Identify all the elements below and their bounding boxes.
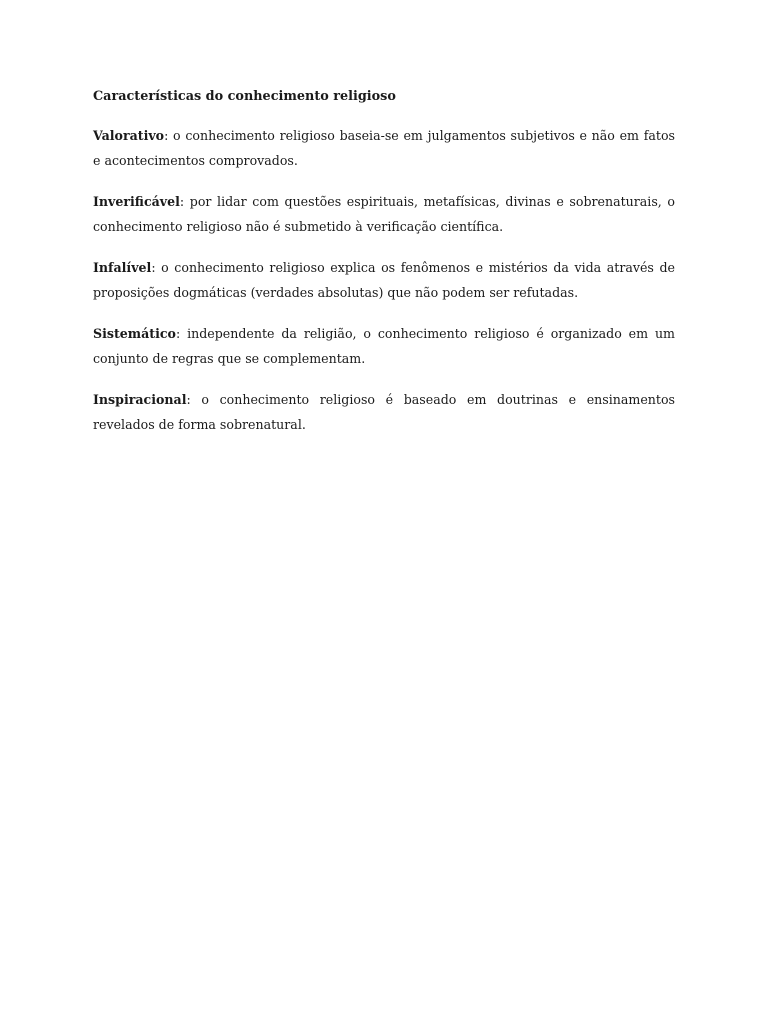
paragraph-sistematico: [93, 321, 675, 371]
term-inverificavel: Inverificável: [93, 194, 180, 209]
term-infalivel: Infalível: [93, 260, 152, 275]
document-title: Características do conhecimento religioso: [93, 89, 396, 104]
definition-inverificavel: : por lidar com questões espirituais, metafísicas, divinas e sobrenaturais, o conhecimento religioso não é submetido à verificação científica.: [93, 194, 675, 234]
definition-valorativo: : o conhecimento religioso baseia-se em julgamentos subjetivos e não em fatos e acontecimentos comprovados.: [93, 128, 675, 168]
definition-infalivel: : o conhecimento religioso explica os fenômenos e mistérios da vida através de proposições dogmáticas (verdades absolutas) que não podem ser refutadas.: [93, 260, 675, 300]
document-body: [93, 86, 675, 453]
term-valorativo: Valorativo: [93, 128, 165, 143]
paragraph-infalivel: [93, 255, 675, 305]
paragraph-inspiracional: [93, 387, 675, 437]
paragraph-inverificavel: [93, 189, 675, 239]
definition-sistematico: : independente da religião, o conhecimento religioso é organizado em um conjunto de regras que se complementam.: [93, 326, 675, 366]
paragraph-valorativo: [93, 123, 675, 173]
term-sistematico: Sistemático: [93, 326, 176, 341]
definition-inspiracional: : o conhecimento religioso é baseado em doutrinas e ensinamentos revelados de forma sobrenatural.: [93, 392, 675, 432]
term-inspiracional: Inspiracional: [93, 392, 187, 407]
